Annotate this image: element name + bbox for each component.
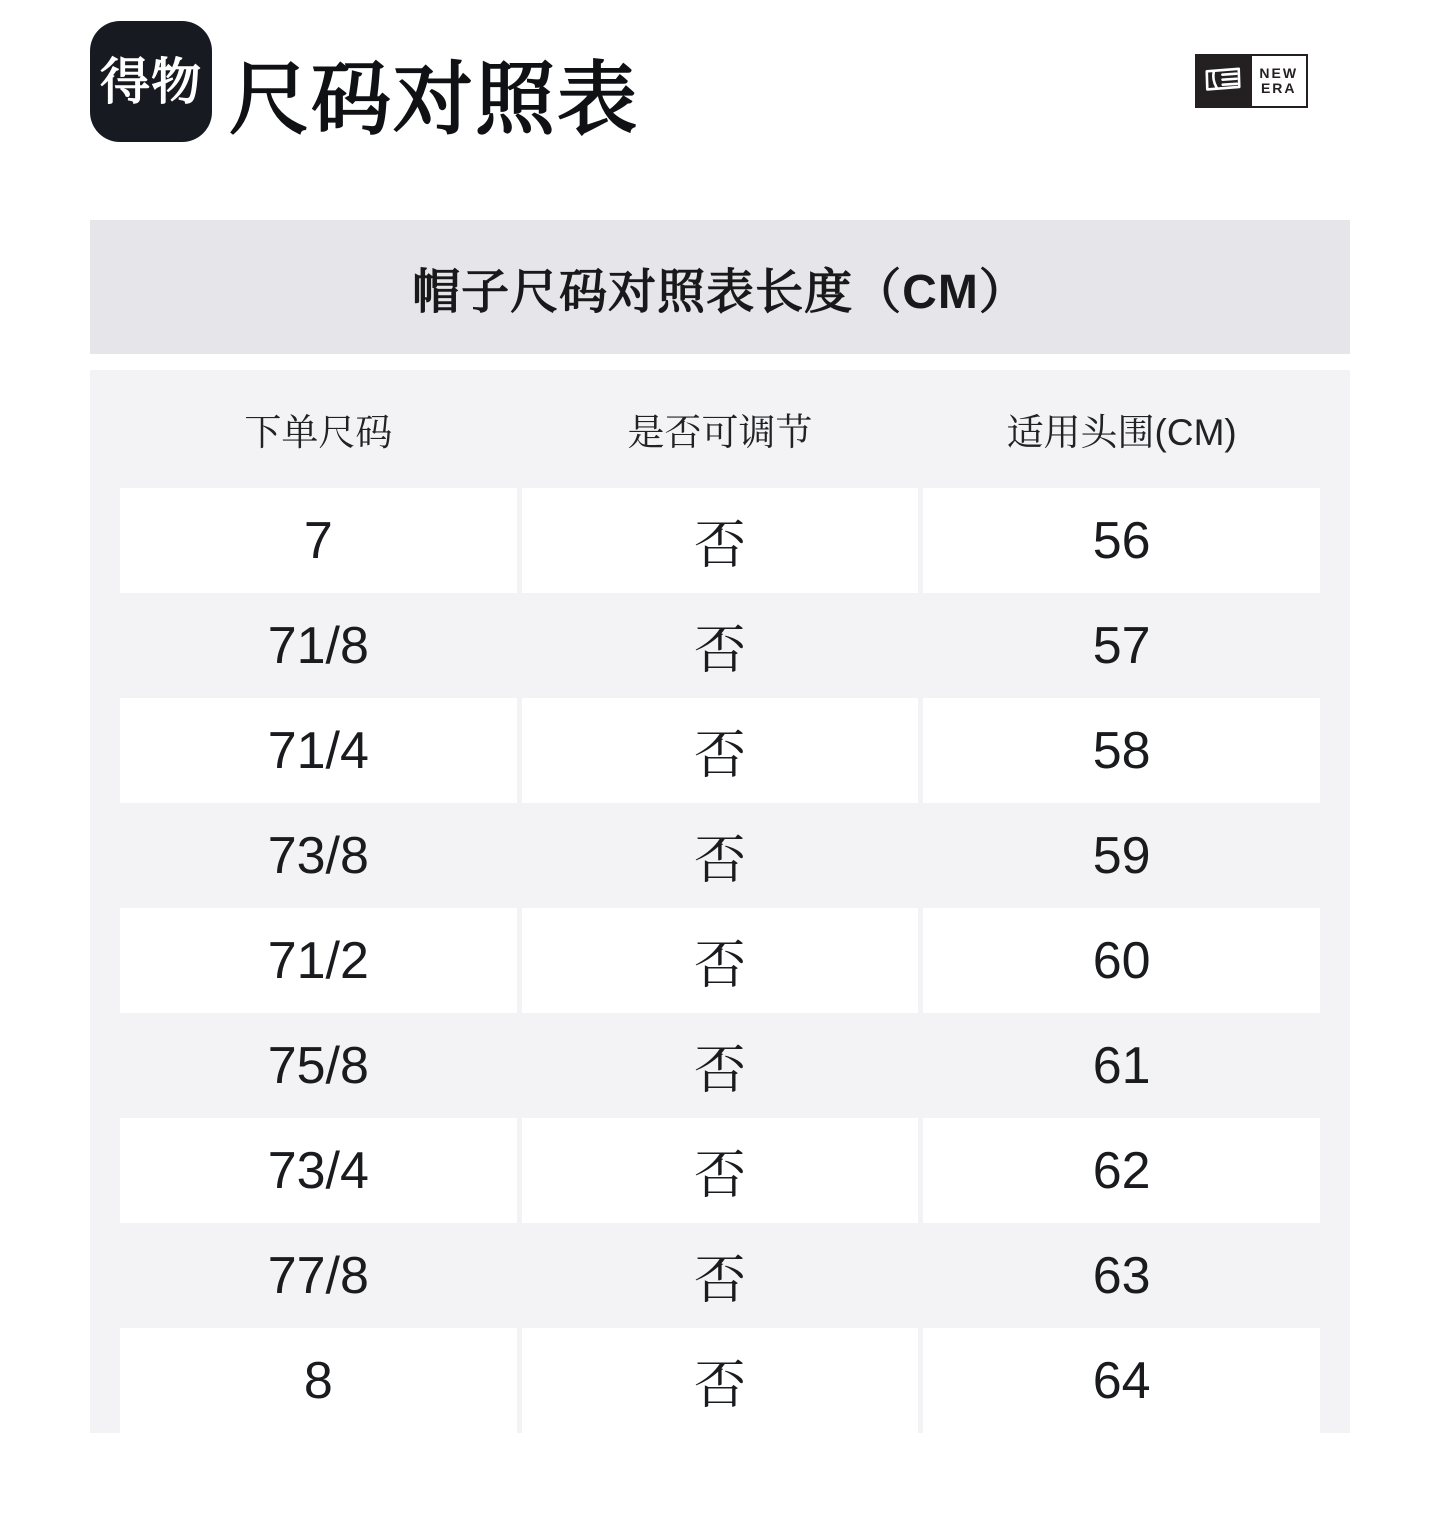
cell-order-size: 8 (120, 1328, 517, 1433)
cell-head-circumference: 62 (923, 1118, 1320, 1223)
cell-adjustable: 否 (522, 1118, 919, 1223)
cell-order-size: 73/4 (120, 1118, 517, 1223)
cell-order-size: 7 (120, 488, 517, 593)
cell-order-size: 71/2 (120, 908, 517, 1013)
size-table (90, 370, 1350, 1433)
table-row (120, 1118, 1320, 1223)
chart-banner (90, 220, 1350, 354)
new-era-wordmark (1252, 56, 1307, 106)
cell-head-circumference: 63 (1092, 1246, 1151, 1305)
table-row (120, 908, 1320, 1013)
cell-adjustable: 否 (522, 488, 919, 593)
table-row (120, 698, 1320, 803)
cell-head-circumference: 59 (1092, 826, 1151, 885)
new-era-word-line1: NEW (1259, 64, 1299, 81)
dewu-app-logo (90, 21, 212, 142)
chart-banner-title: 帽子尺码对照表长度（CM） (412, 265, 1028, 319)
cell-head-circumference: 60 (923, 908, 1320, 1013)
new-era-brand-logo (1195, 54, 1308, 108)
cell-head-circumference: 61 (1092, 1036, 1151, 1095)
cell-head-circumference: 56 (923, 488, 1320, 593)
cell-adjustable: 否 (693, 832, 746, 890)
cell-adjustable: 否 (522, 698, 919, 803)
cell-adjustable: 否 (693, 1252, 746, 1310)
table-row (120, 488, 1320, 593)
cell-adjustable: 否 (693, 622, 746, 680)
table-row (120, 803, 1320, 908)
table-row (120, 1223, 1320, 1328)
cell-order-size: 71/8 (267, 616, 369, 675)
cell-adjustable: 否 (522, 1328, 919, 1433)
new-era-flag-panel (1197, 56, 1252, 106)
column-header-order-size: 下单尺码 (244, 412, 393, 453)
table-header-row (120, 370, 1320, 488)
new-era-word-line2: ERA (1260, 80, 1297, 96)
page-title: 尺码对照表 (229, 55, 639, 144)
cell-order-size: 77/8 (267, 1246, 369, 1305)
table-row (120, 593, 1320, 698)
cell-order-size: 71/4 (120, 698, 517, 803)
cell-adjustable: 否 (693, 1042, 746, 1100)
table-row (120, 1328, 1320, 1433)
table-row (120, 1013, 1320, 1118)
column-header-head-circumference: 适用头围(CM) (1006, 412, 1237, 453)
column-header-adjustable: 是否可调节 (627, 412, 813, 453)
dewu-logo-text: 得物 (100, 53, 202, 110)
cell-adjustable: 否 (522, 908, 919, 1013)
cell-order-size: 73/8 (267, 826, 369, 885)
cell-head-circumference: 58 (923, 698, 1320, 803)
cell-head-circumference: 57 (1092, 616, 1151, 675)
cell-head-circumference: 64 (923, 1328, 1320, 1433)
new-era-flag-icon (1202, 61, 1246, 102)
cell-order-size: 75/8 (267, 1036, 369, 1095)
